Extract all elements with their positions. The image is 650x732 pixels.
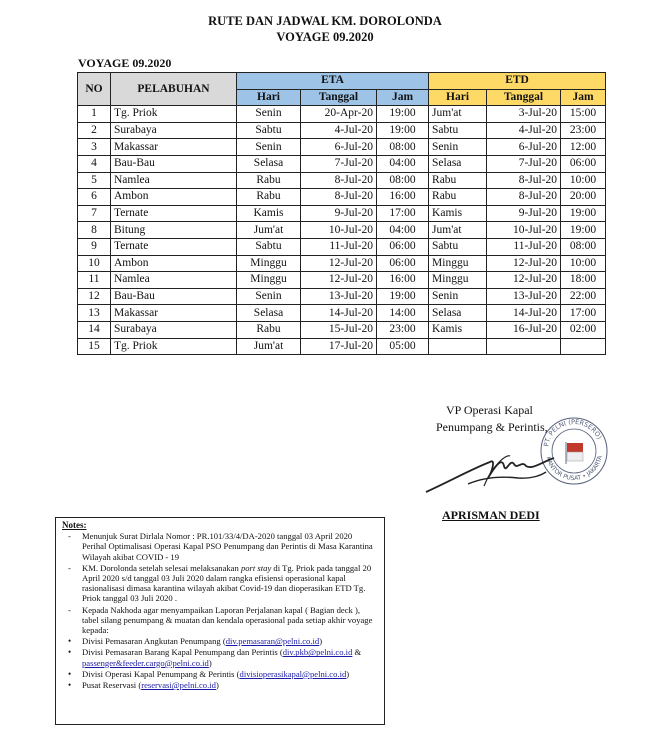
cell-eta-time: 16:00 <box>377 189 429 206</box>
cell-eta-time: 06:00 <box>377 255 429 272</box>
cell-eta-day: Jum'at <box>237 338 301 355</box>
handwritten-signature <box>422 448 562 500</box>
cell-eta-time: 23:00 <box>377 321 429 338</box>
cell-no: 12 <box>78 288 111 305</box>
cell-eta-day: Minggu <box>237 272 301 289</box>
cell-port: Bitung <box>111 222 237 239</box>
header-no: NO <box>78 73 111 106</box>
cell-no: 9 <box>78 238 111 255</box>
schedule-table <box>77 72 606 355</box>
cell-eta-time: 05:00 <box>377 338 429 355</box>
signer-name: APRISMAN DEDI <box>442 508 540 522</box>
cell-no: 6 <box>78 189 111 206</box>
cell-eta-day: Selasa <box>237 305 301 322</box>
cell-eta-time: 04:00 <box>377 155 429 172</box>
header-etd: ETD <box>429 73 606 90</box>
cell-etd-date: 6-Jul-20 <box>487 139 561 156</box>
table-row <box>78 106 606 123</box>
table-row <box>78 122 606 139</box>
cell-etd-date: 4-Jul-20 <box>487 122 561 139</box>
header-etd-day: Hari <box>429 89 487 106</box>
cell-eta-date: 17-Jul-20 <box>301 338 377 355</box>
cell-eta-time: 19:00 <box>377 122 429 139</box>
cell-etd-date: 10-Jul-20 <box>487 222 561 239</box>
bullet-marker: • <box>68 668 72 679</box>
cell-etd-date: 12-Jul-20 <box>487 255 561 272</box>
cell-no: 7 <box>78 205 111 222</box>
cell-eta-date: 11-Jul-20 <box>301 238 377 255</box>
cell-no: 10 <box>78 255 111 272</box>
table-row <box>78 305 606 322</box>
table-row <box>78 155 606 172</box>
note-text: ) <box>208 657 212 668</box>
table-row <box>78 205 606 222</box>
cell-etd-time: 19:00 <box>561 205 606 222</box>
cell-eta-date: 4-Jul-20 <box>301 122 377 139</box>
bullet-marker: • <box>68 680 72 691</box>
email-link[interactable]: divisioperasikapal@pelni.co.id <box>239 668 347 679</box>
cell-eta-time: 16:00 <box>377 272 429 289</box>
table-row <box>78 139 606 156</box>
cell-etd-time: 19:00 <box>561 222 606 239</box>
note-text: Divisi Operasi Kapal Penumpang & Perintis ( <box>82 668 240 679</box>
note-text: Kepada Nakhoda agar menyampaikan Laporan Perjalanan kapal ( Bagian deck ), tabel silang penumpang & muatan dan kendala operasional pada setiap akhir voyage kepada: <box>82 604 373 636</box>
cell-eta-day: Sabtu <box>237 122 301 139</box>
cell-etd-time: 20:00 <box>561 189 606 206</box>
note-text: ) <box>215 680 219 691</box>
cell-eta-time: 19:00 <box>377 288 429 305</box>
bullet-marker: • <box>68 647 72 658</box>
cell-port: Ambon <box>111 255 237 272</box>
cell-eta-time: 14:00 <box>377 305 429 322</box>
table-row <box>78 272 606 289</box>
note-italic-text: port stay <box>240 562 272 573</box>
cell-eta-time: 04:00 <box>377 222 429 239</box>
cell-etd-day: Jum'at <box>429 222 487 239</box>
cell-no: 2 <box>78 122 111 139</box>
table-row <box>78 321 606 338</box>
note-bullet <box>62 636 378 646</box>
header-etd-time: Jam <box>561 89 606 106</box>
table-row <box>78 222 606 239</box>
cell-no: 4 <box>78 155 111 172</box>
bullet-marker: • <box>68 636 72 647</box>
voyage-label: VOYAGE 09.2020 <box>78 56 172 70</box>
cell-no: 11 <box>78 272 111 289</box>
note-item <box>62 563 378 604</box>
cell-etd-day <box>429 338 487 355</box>
cell-port: Tg. Priok <box>111 106 237 123</box>
cell-etd-time: 22:00 <box>561 288 606 305</box>
note-text: di Tg. Priok pada tanggal 20 April 2020 s/d tanggal 03 Juli 2020 dalam rangka efisiensi operasional kapal rasionalisasi dimasa karantina wilayah akibat Covid-19 dan dioperasikan ETD Tg. Priok tanggal 03 Juli 2020 . <box>82 562 372 604</box>
table-row <box>78 288 606 305</box>
document-subtitle: VOYAGE 09.2020 <box>276 30 374 44</box>
cell-port: Bau-Bau <box>111 155 237 172</box>
cell-port: Makassar <box>111 305 237 322</box>
stamp-flag-red <box>567 443 583 452</box>
stamp-bottom-text: KANTOR PUSAT • JAKARTA <box>544 455 604 483</box>
header-etd-date: Tanggal <box>487 89 561 106</box>
note-bullet <box>62 680 378 690</box>
note-item <box>62 605 378 636</box>
cell-eta-date: 20-Apr-20 <box>301 106 377 123</box>
cell-eta-date: 12-Jul-20 <box>301 255 377 272</box>
cell-port: Surabaya <box>111 122 237 139</box>
header-eta: ETA <box>237 73 429 90</box>
header-eta-time: Jam <box>377 89 429 106</box>
cell-etd-day: Senin <box>429 288 487 305</box>
note-text: KM. Dorolonda setelah selesai melaksanakan <box>82 562 241 573</box>
cell-etd-day: Rabu <box>429 172 487 189</box>
cell-eta-time: 06:00 <box>377 238 429 255</box>
note-text: Menunjuk Surat Dirlala Nomor : PR.101/33/4/DA-2020 tanggal 03 April 2020 Perihal Optimalisasi Operasi Kapal PSO Penumpang dan Perintis di Masa Karantina Wilayah akibat COVID - 19 <box>82 531 373 562</box>
cell-eta-time: 17:00 <box>377 205 429 222</box>
table-row <box>78 189 606 206</box>
dash-marker: - <box>68 531 71 542</box>
cell-etd-day: Sabtu <box>429 238 487 255</box>
header-eta-day: Hari <box>237 89 301 106</box>
cell-port: Namlea <box>111 272 237 289</box>
cell-etd-day: Selasa <box>429 305 487 322</box>
email-link[interactable]: div.pkb@pelni.co.id <box>282 647 353 658</box>
cell-port: Namlea <box>111 172 237 189</box>
cell-port: Bau-Bau <box>111 288 237 305</box>
cell-port: Ambon <box>111 189 237 206</box>
cell-eta-date: 6-Jul-20 <box>301 139 377 156</box>
cell-eta-day: Jum'at <box>237 222 301 239</box>
cell-eta-time: 08:00 <box>377 172 429 189</box>
cell-etd-date: 12-Jul-20 <box>487 272 561 289</box>
note-bullet <box>62 669 378 679</box>
signer-title-line2: Penumpang & Perintis, <box>436 420 548 434</box>
email-link[interactable]: reservasi@pelni.co.id <box>141 680 216 691</box>
cell-no: 3 <box>78 139 111 156</box>
cell-etd-time: 15:00 <box>561 106 606 123</box>
cell-etd-time: 10:00 <box>561 172 606 189</box>
stamp-top-text: PT. PELNI (PERSERO) <box>542 417 604 448</box>
cell-eta-time: 08:00 <box>377 139 429 156</box>
cell-port: Makassar <box>111 139 237 156</box>
email-link[interactable]: passenger&feeder.cargo@pelni.co.id <box>82 657 209 668</box>
cell-eta-day: Senin <box>237 106 301 123</box>
cell-port: Tg. Priok <box>111 338 237 355</box>
cell-eta-time: 19:00 <box>377 106 429 123</box>
cell-etd-date: 14-Jul-20 <box>487 305 561 322</box>
cell-eta-day: Minggu <box>237 255 301 272</box>
cell-etd-time: 02:00 <box>561 321 606 338</box>
cell-eta-date: 7-Jul-20 <box>301 155 377 172</box>
cell-etd-date: 3-Jul-20 <box>487 106 561 123</box>
note-text: Divisi Pemasaran Angkutan Penumpang ( <box>82 636 226 647</box>
cell-eta-date: 10-Jul-20 <box>301 222 377 239</box>
cell-etd-time: 18:00 <box>561 272 606 289</box>
cell-no: 8 <box>78 222 111 239</box>
cell-etd-time: 08:00 <box>561 238 606 255</box>
cell-no: 15 <box>78 338 111 355</box>
cell-eta-day: Rabu <box>237 172 301 189</box>
stamp-flag-white <box>567 452 583 461</box>
cell-etd-day: Kamis <box>429 205 487 222</box>
document-title: RUTE DAN JADWAL KM. DOROLONDA <box>208 14 442 28</box>
cell-etd-date: 8-Jul-20 <box>487 189 561 206</box>
cell-etd-day: Rabu <box>429 189 487 206</box>
cell-eta-date: 15-Jul-20 <box>301 321 377 338</box>
cell-etd-day: Senin <box>429 139 487 156</box>
cell-etd-day: Minggu <box>429 255 487 272</box>
note-bullet <box>62 647 378 667</box>
cell-no: 13 <box>78 305 111 322</box>
cell-etd-time: 23:00 <box>561 122 606 139</box>
header-eta-date: Tanggal <box>301 89 377 106</box>
cell-etd-time: 17:00 <box>561 305 606 322</box>
cell-eta-date: 13-Jul-20 <box>301 288 377 305</box>
note-text: & <box>352 647 362 658</box>
cell-eta-day: Rabu <box>237 321 301 338</box>
cell-eta-date: 9-Jul-20 <box>301 205 377 222</box>
cell-etd-day: Kamis <box>429 321 487 338</box>
note-item <box>62 531 378 562</box>
cell-port: Ternate <box>111 205 237 222</box>
cell-etd-time: 12:00 <box>561 139 606 156</box>
cell-no: 1 <box>78 106 111 123</box>
cell-eta-day: Senin <box>237 139 301 156</box>
cell-etd-day: Jum'at <box>429 106 487 123</box>
table-row <box>78 172 606 189</box>
cell-eta-day: Sabtu <box>237 238 301 255</box>
signature-block <box>420 400 610 530</box>
cell-etd-date: 7-Jul-20 <box>487 155 561 172</box>
cell-eta-day: Selasa <box>237 155 301 172</box>
cell-eta-day: Kamis <box>237 205 301 222</box>
cell-eta-date: 8-Jul-20 <box>301 189 377 206</box>
signer-title-line1: VP Operasi Kapal <box>446 403 533 417</box>
cell-eta-date: 14-Jul-20 <box>301 305 377 322</box>
email-link[interactable]: div.pemasaran@pelni.co.id <box>225 636 320 647</box>
note-text: Pusat Reservasi ( <box>82 680 142 691</box>
table-row <box>78 238 606 255</box>
cell-etd-time: 06:00 <box>561 155 606 172</box>
cell-etd-date: 9-Jul-20 <box>487 205 561 222</box>
cell-etd-date: 13-Jul-20 <box>487 288 561 305</box>
dash-marker: - <box>68 604 71 615</box>
notes-box <box>55 517 385 725</box>
note-text: ) <box>319 636 323 647</box>
table-row <box>78 255 606 272</box>
cell-etd-time <box>561 338 606 355</box>
cell-etd-date: 16-Jul-20 <box>487 321 561 338</box>
cell-etd-date <box>487 338 561 355</box>
cell-etd-time: 10:00 <box>561 255 606 272</box>
cell-etd-date: 8-Jul-20 <box>487 172 561 189</box>
cell-eta-date: 8-Jul-20 <box>301 172 377 189</box>
cell-no: 5 <box>78 172 111 189</box>
cell-port: Ternate <box>111 238 237 255</box>
table-row <box>78 338 606 355</box>
cell-eta-day: Senin <box>237 288 301 305</box>
cell-eta-date: 12-Jul-20 <box>301 272 377 289</box>
notes-title: Notes: <box>62 520 87 530</box>
cell-etd-day: Minggu <box>429 272 487 289</box>
note-text: Divisi Pemasaran Barang Kapal Penumpang dan Perintis ( <box>82 647 283 658</box>
cell-etd-day: Sabtu <box>429 122 487 139</box>
cell-eta-day: Rabu <box>237 189 301 206</box>
cell-etd-day: Selasa <box>429 155 487 172</box>
cell-no: 14 <box>78 321 111 338</box>
note-text: ) <box>346 668 350 679</box>
dash-marker: - <box>68 562 71 573</box>
cell-etd-date: 11-Jul-20 <box>487 238 561 255</box>
cell-port: Surabaya <box>111 321 237 338</box>
header-port: PELABUHAN <box>111 73 237 106</box>
